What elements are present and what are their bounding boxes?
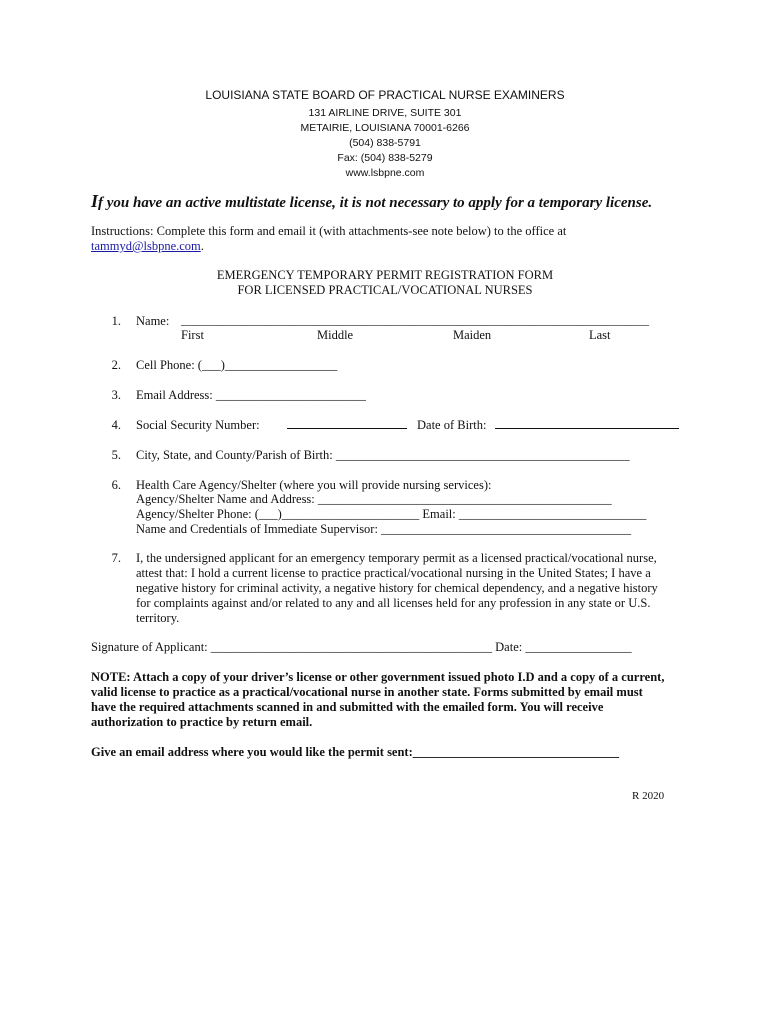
dob-label: Date of Birth: [417, 418, 487, 432]
birthplace-field[interactable]: City, State, and County/Parish of Birth: _______________________________________________ [136, 448, 630, 462]
attestation-line-5: territory. [136, 611, 180, 625]
supervisor-field[interactable]: Name and Credentials of Immediate Supervisor: ________________________________________ [136, 522, 632, 536]
signature-date-field[interactable]: Signature of Applicant: _____________________________________________ Date: _________________ [91, 640, 632, 654]
org-address-line-1: 131 AIRLINE DRIVE, SUITE 301 [308, 107, 462, 119]
note-line-3: have the required attachments scanned in and submitted with the emailed form. You will receive [91, 700, 604, 714]
revision-label: R 2020 [632, 790, 665, 802]
note-line-1: NOTE: Attach a copy of your driver’s license or other government issued photo I.D and a copy of a current, [91, 670, 665, 684]
dob-input-line[interactable] [495, 417, 679, 429]
note-line-4: authorization to practice by return email. [91, 715, 313, 729]
office-email-link[interactable]: tammyd@lsbpne.com [91, 239, 201, 253]
instructions-period: . [200, 239, 204, 253]
agency-heading: Health Care Agency/Shelter (where you will provide nursing services): [136, 478, 492, 492]
ssn-label: Social Security Number: [136, 418, 260, 432]
form-title-line-1: EMERGENCY TEMPORARY PERMIT REGISTRATION FORM [216, 268, 554, 282]
org-phone: (504) 838-5791 [349, 137, 421, 149]
name-sub-first: First [181, 328, 204, 342]
item-number-4: 4. [111, 418, 121, 432]
permit-email-field[interactable]: Give an email address where you would like the permit sent:_________________________________ [91, 745, 620, 759]
org-fax: Fax: (504) 838-5279 [337, 152, 433, 164]
item-number-6: 6. [111, 478, 121, 492]
item-number-1: 1. [111, 314, 121, 328]
form-title-line-2: FOR LICENSED PRACTICAL/VOCATIONAL NURSES [237, 283, 533, 297]
name-sub-middle: Middle [317, 328, 354, 342]
attestation-line-2: attest that: I hold a current license to practice practical/vocational nursing in the United States; I have a [136, 566, 651, 580]
notice-text: f you have an active multistate license, it is not necessary to apply for a temporary license. [98, 195, 653, 211]
org-name: LOUISIANA STATE BOARD OF PRACTICAL NURSE EXAMINERS [205, 88, 565, 102]
item-number-3: 3. [111, 388, 121, 402]
agency-name-address-field[interactable]: Agency/Shelter Name and Address: _______________________________________________ [136, 492, 612, 506]
name-input-line[interactable]: ______________________________________________________________________________ [181, 313, 649, 327]
item-number-7: 7. [111, 551, 121, 565]
cell-phone-field[interactable]: Cell Phone: (___)__________________ [136, 358, 338, 372]
name-sub-last: Last [589, 328, 611, 342]
org-website: www.lsbpne.com [345, 167, 425, 179]
instructions-line-2 [91, 239, 204, 254]
attestation-line-1: I, the undersigned applicant for an emergency temporary permit as a licensed practical/vocational nurse, [136, 551, 657, 565]
notice-lead-letter: I [91, 191, 99, 211]
multistate-notice [91, 191, 652, 212]
org-address-line-2: METAIRIE, LOUISIANA 70001-6266 [300, 122, 470, 134]
agency-phone-email-field[interactable]: Agency/Shelter Phone: (___)______________________ Email: ______________________________ [136, 507, 647, 521]
note-line-2: valid license to practice as a practical/vocational nurse in another state. Forms submitted by email must [91, 685, 643, 699]
item-number-5: 5. [111, 448, 121, 462]
name-label: Name: [136, 314, 170, 328]
ssn-input-line[interactable] [287, 417, 407, 429]
attestation-line-4: for complaints against and/or related to any and all licenses held for any profession in any state or U.S. [136, 596, 651, 610]
email-address-field[interactable]: Email Address: ________________________ [136, 388, 366, 402]
name-sub-maiden: Maiden [453, 328, 492, 342]
instructions-line-1: Instructions: Complete this form and email it (with attachments-see note below) to the office at [91, 224, 567, 238]
item-number-2: 2. [111, 358, 121, 372]
attestation-line-3: negative history for criminal activity, a negative history for chemical dependency, and a negative history [136, 581, 658, 595]
